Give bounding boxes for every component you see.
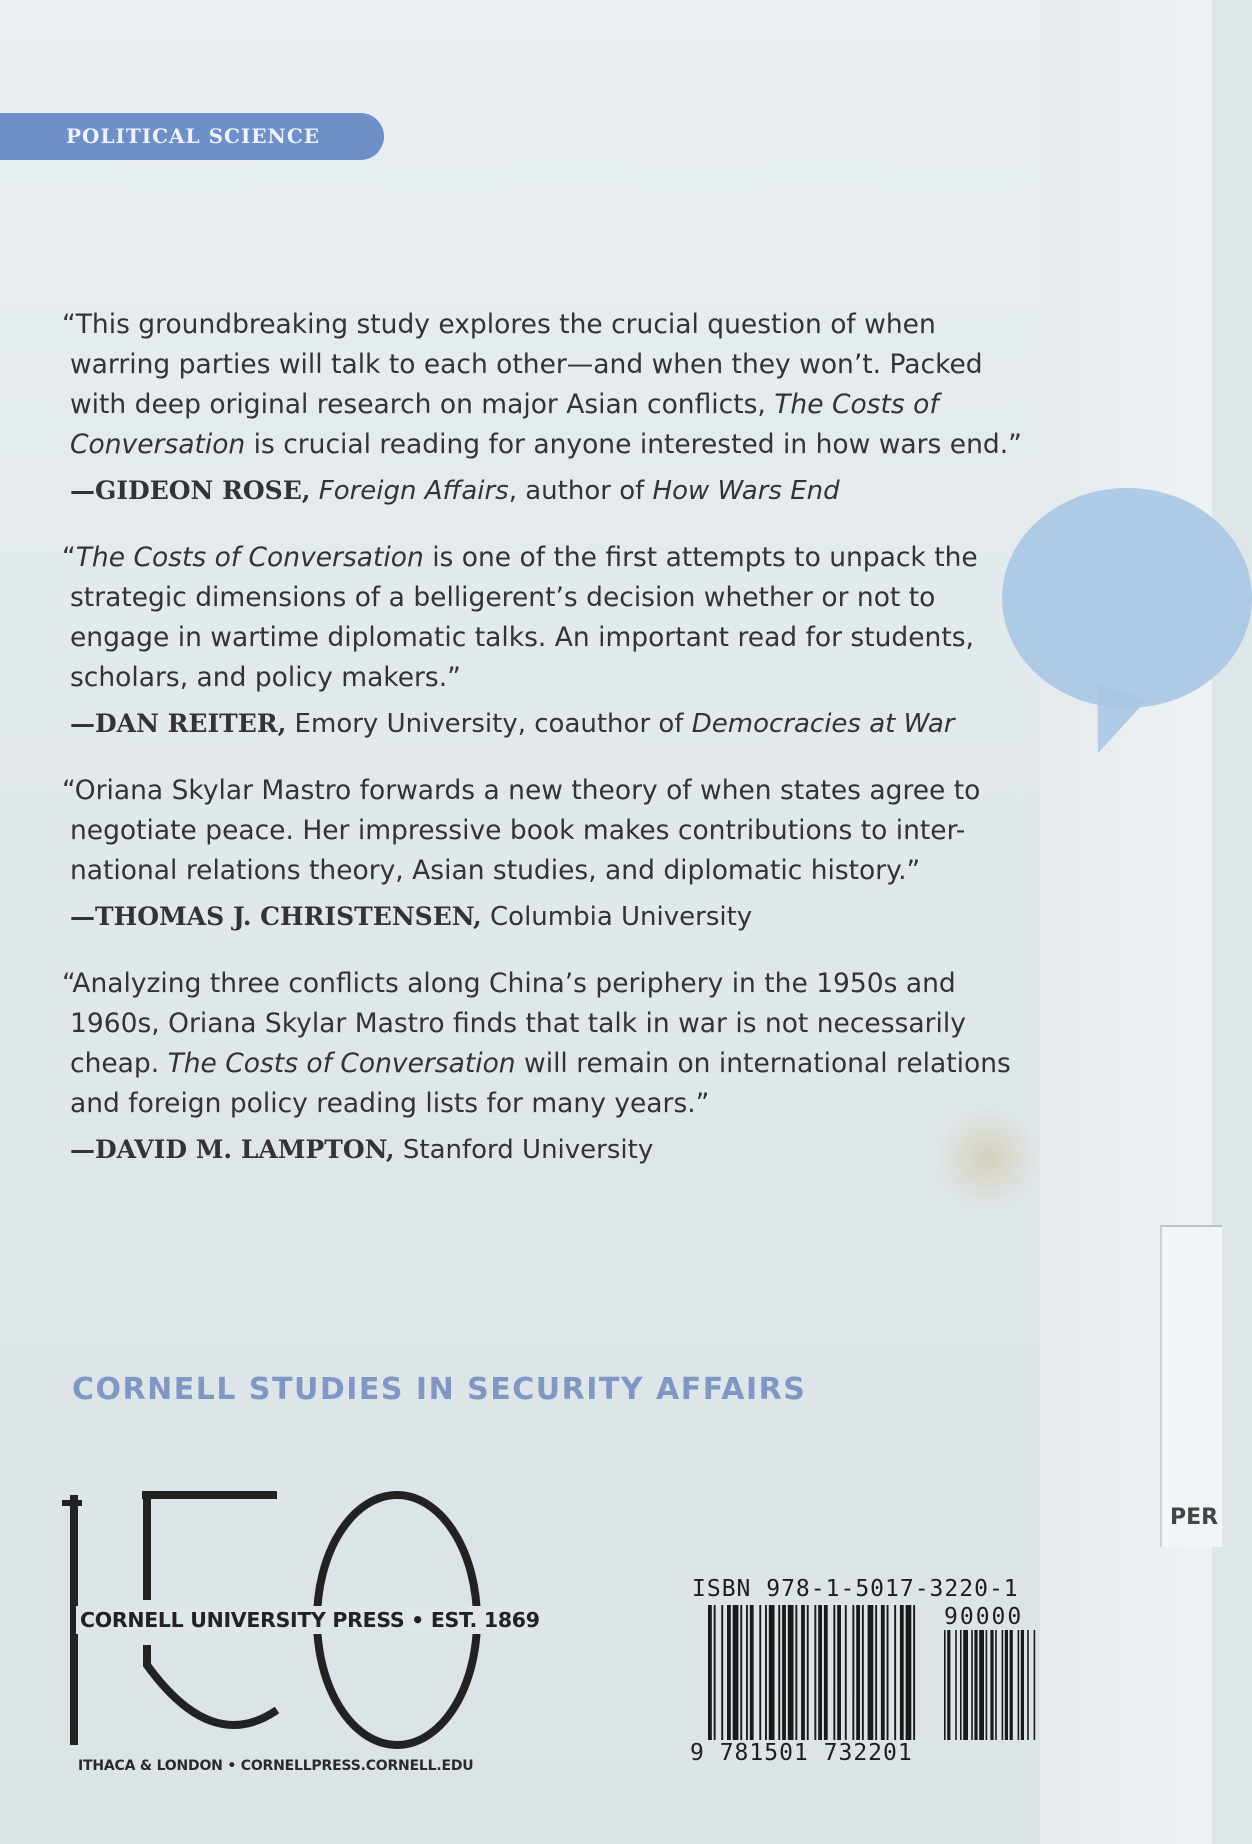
price-code: 90000 — [944, 1604, 1024, 1630]
barcode-bar — [778, 1605, 780, 1740]
press-name: CORNELL UNIVERSITY PRESS • EST. 1869 — [76, 1606, 544, 1634]
barcode-bar — [746, 1605, 748, 1740]
isbn-label: ISBN 978-1-5017-3220-1 — [692, 1576, 1019, 1602]
text-run: Emory University, coauthor of — [286, 709, 692, 739]
barcode-bar — [881, 1605, 885, 1740]
library-sticker — [1160, 1225, 1222, 1547]
barcode-bar — [818, 1605, 822, 1740]
isbn-barcode — [708, 1605, 1038, 1755]
blurb-attribution — [70, 704, 1022, 744]
cover-edge — [1040, 0, 1219, 1844]
barcode-bar — [788, 1605, 794, 1740]
barcode-bar — [795, 1605, 797, 1740]
blurb-attribution — [70, 1130, 1022, 1170]
barcode-addon-bar — [955, 1630, 957, 1740]
logo-digit-1-serif — [62, 1500, 82, 1506]
barcode-bar — [759, 1605, 761, 1740]
barcode-bar — [750, 1605, 754, 1740]
blurb-3 — [62, 771, 1022, 937]
italic-title: The Costs of Conversation — [70, 389, 939, 460]
barcode-bar — [801, 1605, 805, 1740]
barcode-bar — [733, 1605, 739, 1740]
barcode-bar — [765, 1605, 767, 1740]
barcode-addon-bar — [1002, 1630, 1004, 1740]
barcode-addon-bar — [960, 1630, 962, 1740]
text-run: Stanford University — [394, 1135, 654, 1165]
text-run: will remain on international relations and foreign policy reading lists for many years.” — [70, 1048, 1011, 1119]
barcode-bar — [845, 1605, 847, 1740]
blurb-author: —THOMAS J. CHRISTENSEN, — [70, 902, 482, 931]
text-run: “This groundbreaking study explores the crucial question of when warring parties will talk to each other—and when they won’t. Packed with deep original research on major Asian conflicts, — [62, 309, 983, 420]
barcode-bar — [837, 1605, 841, 1740]
text-run: is one of the first attempts to unpack the strategic dimensions of a belligerent’s decision whether or not to engage in wartime diplomatic talks. An important read for students, scholars, and policy makers.” — [70, 542, 978, 693]
italic-title: Foreign Affairs — [318, 476, 509, 506]
blurb-author: —GIDEON ROSE, — [70, 476, 311, 505]
barcode-bar — [721, 1605, 723, 1740]
text-run: Columbia University — [481, 902, 753, 932]
italic-title: The Costs of Conversation — [167, 1048, 516, 1079]
barcode-bar — [824, 1605, 828, 1740]
barcode-addon-bar — [1010, 1630, 1013, 1740]
blurb-attribution — [70, 897, 1022, 937]
speech-bubble-graphic — [1002, 488, 1252, 708]
italic-title: How Wars End — [652, 476, 840, 506]
barcode-addon-bar — [1027, 1630, 1029, 1740]
barcode-addon-bar — [971, 1630, 973, 1740]
barcode-bar — [862, 1605, 864, 1740]
text-run — [310, 476, 318, 506]
barcode-addon-bar — [979, 1630, 984, 1740]
text-run: , author of — [508, 476, 653, 506]
italic-title: Democracies at War — [691, 709, 955, 739]
blurb-author: —DAN REITER, — [70, 709, 287, 738]
blurb-author: —DAVID M. LAMPTON, — [70, 1135, 395, 1164]
text-run: is crucial reading for anyone interested in how wars end.” — [245, 429, 1022, 460]
blurb-attribution — [70, 471, 1022, 511]
barcode-addon-bar — [974, 1630, 977, 1740]
blurb-quote — [62, 305, 1022, 465]
blurb-1 — [62, 305, 1022, 511]
barcode-bar — [900, 1605, 904, 1740]
barcode-bar — [906, 1605, 912, 1740]
barcode-bar — [814, 1605, 816, 1740]
blurb-quote — [62, 964, 1022, 1124]
barcode-bar — [887, 1605, 889, 1740]
barcode-bar — [856, 1605, 860, 1740]
barcode-bar — [727, 1605, 731, 1740]
barcode-bar — [769, 1605, 775, 1740]
barcode-bar — [894, 1605, 896, 1740]
barcode-addon-bar — [1018, 1630, 1020, 1740]
barcode-bar — [708, 1605, 712, 1740]
barcode-addon-bar — [963, 1630, 968, 1740]
barcode-bar — [714, 1605, 716, 1740]
barcode-addon-bar — [1005, 1630, 1008, 1740]
barcode-bar — [833, 1605, 835, 1740]
text-run: “ — [62, 542, 76, 573]
press-url: ITHACA & LONDON • CORNELLPRESS.CORNELL.EDU — [78, 1758, 474, 1774]
blurb-quote — [62, 538, 1022, 698]
barcode-addon-bar — [1034, 1630, 1036, 1740]
barcode-addon-bar — [1021, 1630, 1024, 1740]
blurb-quote — [62, 771, 1022, 891]
category-tag: POLITICAL SCIENCE — [0, 113, 384, 160]
barcode-bar — [782, 1605, 786, 1740]
barcode-bar — [913, 1605, 915, 1740]
barcode-addon-bar — [986, 1630, 988, 1740]
barcode-digits: 9 781501 732201 — [690, 1740, 913, 1766]
barcode-bar — [807, 1605, 809, 1740]
barcode-addon-bar — [944, 1630, 946, 1740]
barcode-addon-bar — [995, 1630, 997, 1740]
text-run: “Analyzing three conflicts along China’s periphery in the 1950s and 1960s, Oriana Skylar Mastro finds that talk in war is not necessarily cheap. — [62, 968, 966, 1079]
blurb-4 — [62, 964, 1022, 1170]
text-run: “Oriana Skylar Mastro forwards a new theory of when states agree to negotiate peace. Her impressive book makes contributions to inter-national relations theory, Asian studies, and diplomatic history.” — [62, 775, 981, 886]
barcode-bar — [875, 1605, 877, 1740]
series-title: CORNELL STUDIES IN SECURITY AFFAIRS — [72, 1372, 807, 1407]
barcode-addon-bar — [947, 1630, 950, 1740]
italic-title: The Costs of Conversation — [75, 542, 424, 573]
barcode-bar — [852, 1605, 854, 1740]
barcode-bar — [740, 1605, 742, 1740]
barcode-bar — [868, 1605, 874, 1740]
barcode-addon-bar — [990, 1630, 993, 1740]
blurb-2 — [62, 538, 1022, 744]
sticker-label: PER — [1170, 1505, 1219, 1530]
